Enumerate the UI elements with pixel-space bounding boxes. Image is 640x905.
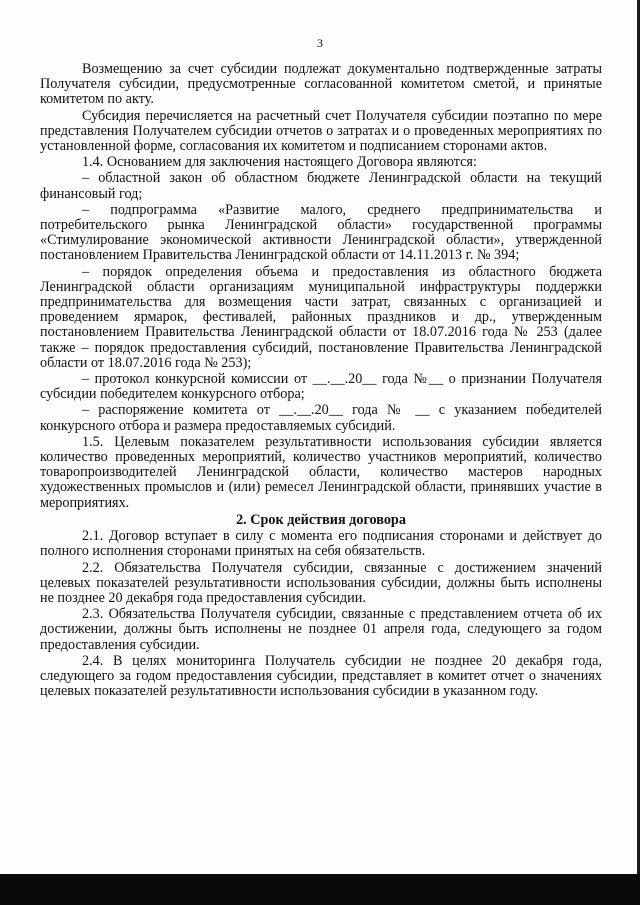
paragraph: 2.1. Договор вступает в силу с момента его подписания сторонами и действует до полного исполнения сторонами принятых на себя обязательств. [40,528,602,560]
paragraph: Субсидия перечисляется на расчетный счет Получателя субсидии поэтапно по мере представления Получателем субсидии отчетов о затратах и о проведенных мероприятиях по установленной форме, согласования их комитетом и подписанием сторонами актов. [40,107,602,155]
section-heading: 2. Срок действия договора [236,511,406,528]
paragraph: 2.3. Обязательства Получателя субсидии, связанные с представлением отчета об их достижении, должны быть исполнены не позднее 01 апреля года, следующего за годом предоставления субсидии. [40,606,602,653]
document-body [40,62,602,700]
scan-bottom-bar [0,874,640,905]
paragraph: 2.2. Обязательства Получателя субсидии, связанные с достижением значений целевых показателей результативности использования субсидии, должны быть исполнены не позднее 20 декабря года предоставления субсидии. [40,559,602,606]
paragraph: – областной закон об областном бюджете Ленинградской области на текущий финансовый год; [40,170,602,202]
paragraph: – распоряжение комитета от __.__.20__ года № __ с указанием победителей конкурсного отбора и размера предоставляемых субсидий. [40,402,602,434]
paragraph: – порядок определения объема и предоставления из областного бюджета Ленинградской области организациям муниципальной инфраструктуры поддержки предпринимательства для возмещения части затрат, связанных с организацией и проведением ярмарок, фестивалей, районных праздников и др., утвержденным постановлением Правительства Ленинградской области от 18.07.2016 года № 253 (далее также – порядок предоставления субсидий, постановление Правительства Ленинградской области от 18.07.2016 года № 253); [40,263,602,371]
paragraph: 1.4. Основанием для заключения настоящего Договора являются: [82,154,477,171]
page-number: 3 [317,36,323,50]
paragraph: Возмещению за счет субсидии подлежат документально подтвержденные затраты Получателя субсидии, предусмотренные согласованной комитетом сметой, и принятые комитетом по акту. [40,61,602,108]
paragraph: 1.5. Целевым показателем результативности использования субсидии является количество проведенных мероприятий, количество участников мероприятий, количество товаропроизводителей Ленинградской области, количество мастеров народных художественных промыслов и (или) ремесел Ленинградской области, принявших участие в мероприятиях. [40,433,602,511]
paragraph: – подпрограмма «Развитие малого, среднего предпринимательства и потребительского рынка Ленинградской области» государственной программы «Стимулирование экономической активности Ленинградской области», утвержденной постановлением Правительства Ленинградской области от 14.11.2013 г. № 394; [40,201,602,264]
paragraph: – протокол конкурсной комиссии от __.__.20__ года №__ о признании Получателя субсидии победителем конкурсного отбора; [40,371,602,403]
paragraph: 2.4. В целях мониторинга Получатель субсидии не позднее 20 декабря года, следующего за годом предоставления субсидии, представляет в комитет отчет о значениях целевых показателей результативности использования субсидии в указанном году. [40,652,602,700]
